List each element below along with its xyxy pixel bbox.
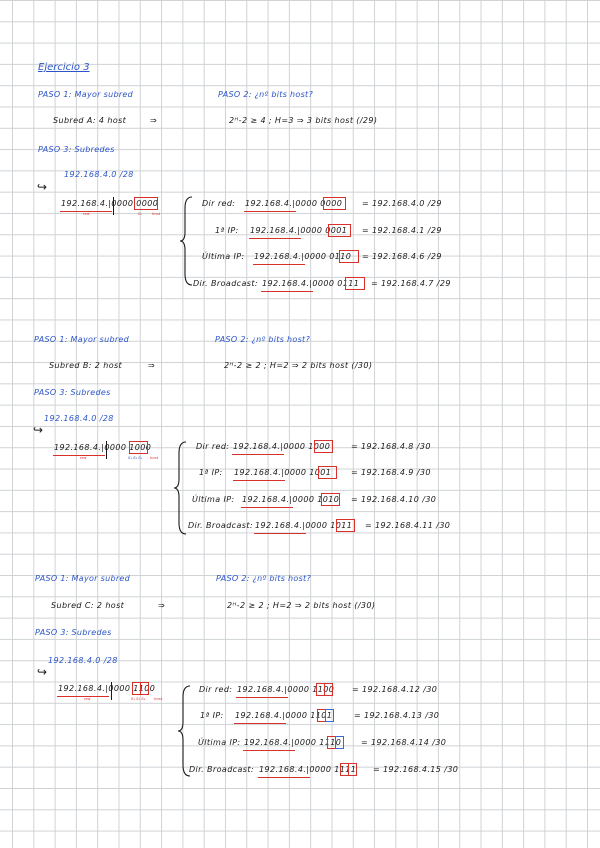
row-label: Dir red: bbox=[199, 685, 233, 694]
red-underline bbox=[232, 454, 284, 455]
paso2-label: PASO 2: ¿nº bits host? bbox=[218, 90, 314, 99]
bits-box bbox=[336, 519, 355, 532]
row-bits: 192.168.4.|0000 0111 bbox=[262, 279, 360, 288]
row-bits: 192.168.4.|0000 1100 bbox=[237, 685, 335, 694]
row-bits: 192.168.4.|0000 1011 bbox=[255, 521, 353, 530]
row-bits: 192.168.4.|0000 0000 bbox=[245, 199, 343, 208]
bits-box bbox=[314, 440, 333, 453]
net-separator bbox=[111, 682, 112, 700]
paso1-label: PASO 1: Mayor subred bbox=[38, 90, 134, 99]
red-underline bbox=[57, 696, 109, 697]
row-result: = 192.168.4.9 /30 bbox=[351, 468, 431, 477]
paso3-label: PASO 3: Subredes bbox=[38, 145, 115, 154]
red-underline bbox=[249, 238, 301, 239]
bits-box bbox=[134, 197, 158, 210]
row-result: = 192.168.4.8 /30 bbox=[351, 442, 431, 451]
row-result: = 192.168.4.12 /30 bbox=[352, 685, 438, 694]
red-underline bbox=[241, 507, 293, 508]
curly-brace-icon bbox=[178, 685, 192, 777]
row-result: = 192.168.4.13 /30 bbox=[354, 711, 440, 720]
row-label: Dir. Broadcast: bbox=[188, 521, 253, 530]
subred-line: Subred A: 4 host bbox=[53, 116, 127, 125]
network-address: 192.168.4.0 /28 bbox=[48, 656, 118, 665]
red-underline bbox=[244, 211, 296, 212]
host-formula: 2ᴴ-2 ≥ 2 ; H=2 ⇒ 2 bits host (/30) bbox=[224, 361, 373, 370]
subred-line: Subred B: 2 host bbox=[49, 361, 123, 370]
row-label: Última IP: bbox=[192, 495, 235, 504]
red-underline bbox=[261, 291, 313, 292]
row-result: = 192.168.4.14 /30 bbox=[361, 738, 447, 747]
implies-arrow: ⇒ bbox=[150, 116, 158, 125]
row-label: Última IP: bbox=[198, 738, 241, 747]
red-underline bbox=[234, 723, 286, 724]
row-bits: 192.168.4.|0000 0001 bbox=[250, 226, 348, 235]
base-bits: 192.168.4.|0000 1000 bbox=[54, 443, 152, 452]
curly-brace-icon bbox=[180, 196, 194, 286]
bits-box bbox=[323, 197, 346, 210]
row-result: = 192.168.4.7 /29 bbox=[371, 279, 451, 288]
paso1-label: PASO 1: Mayor subred bbox=[35, 574, 131, 583]
row-bits: 192.168.4.|0000 1000 bbox=[233, 442, 331, 451]
network-address: 192.168.4.0 /28 bbox=[64, 170, 134, 179]
bits-box bbox=[335, 736, 344, 749]
curly-brace-icon bbox=[174, 441, 188, 535]
row-bits: 192.168.4.|0000 1001 bbox=[234, 468, 332, 477]
row-result: = 192.168.4.15 /30 bbox=[373, 765, 459, 774]
host-formula: 2ᴴ-2 ≥ 4 ; H=3 ⇒ 3 bits host (/29) bbox=[229, 116, 378, 125]
red-underline bbox=[233, 480, 285, 481]
subred-line: Subred C: 2 host bbox=[51, 601, 125, 610]
base-bits: 192.168.4.|0000 0000 bbox=[61, 199, 159, 208]
bits-box bbox=[321, 493, 340, 506]
row-label: Dir red: bbox=[196, 442, 230, 451]
bits-box bbox=[345, 277, 365, 290]
bits-box bbox=[324, 683, 333, 696]
row-label: 1ª IP: bbox=[199, 468, 223, 477]
net-separator bbox=[113, 197, 114, 215]
paso2-label: PASO 2: ¿nº bits host? bbox=[216, 574, 312, 583]
red-label: red bbox=[83, 211, 90, 216]
red-label: red bbox=[80, 455, 87, 460]
bits-box bbox=[318, 466, 337, 479]
row-result: = 192.168.4.6 /29 bbox=[362, 252, 442, 261]
host-label: host bbox=[154, 696, 163, 701]
row-label: 1ª IP: bbox=[215, 226, 239, 235]
network-address: 192.168.4.0 /28 bbox=[44, 414, 114, 423]
implies-arrow: ⇒ bbox=[158, 601, 166, 610]
curved-arrow-icon: ↪ bbox=[37, 180, 48, 194]
row-result: = 192.168.4.10 /30 bbox=[351, 495, 437, 504]
red-underline bbox=[253, 264, 305, 265]
row-bits: 192.168.4.|0000 1101 bbox=[235, 711, 333, 720]
implies-arrow: ⇒ bbox=[148, 361, 156, 370]
row-bits: 192.168.4.|0000 1110 bbox=[244, 738, 342, 747]
subnet-label: S₀ bbox=[138, 211, 142, 216]
host-label: host bbox=[150, 455, 159, 460]
row-label: Dir red: bbox=[202, 199, 236, 208]
row-label: Última IP: bbox=[202, 252, 245, 261]
row-bits: 192.168.4.|0000 1111 bbox=[259, 765, 357, 774]
paso3-label: PASO 3: Subredes bbox=[35, 628, 112, 637]
row-result: = 192.168.4.0 /29 bbox=[362, 199, 442, 208]
bits-box bbox=[339, 250, 359, 263]
red-underline bbox=[258, 777, 310, 778]
bits-box bbox=[129, 441, 148, 454]
paso1-label: PASO 1: Mayor subred bbox=[34, 335, 130, 344]
subnet-label: S₁ S₂ S₃ bbox=[131, 696, 146, 701]
row-label: 1ª IP: bbox=[200, 711, 224, 720]
red-underline bbox=[254, 533, 306, 534]
row-label: Dir. Broadcast: bbox=[189, 765, 254, 774]
paso3-label: PASO 3: Subredes bbox=[34, 388, 111, 397]
curved-arrow-icon: ↪ bbox=[33, 423, 44, 437]
row-bits: 192.168.4.|0000 0110 bbox=[254, 252, 352, 261]
host-label: host bbox=[152, 211, 161, 216]
bits-box bbox=[348, 763, 357, 776]
row-result: = 192.168.4.11 /30 bbox=[365, 521, 451, 530]
page-title: Ejercicio 3 bbox=[38, 62, 90, 73]
bits-box bbox=[140, 682, 149, 695]
bits-box bbox=[328, 224, 351, 237]
subnet-label: S₁ S₂ S₀ bbox=[128, 455, 143, 460]
curved-arrow-icon: ↪ bbox=[37, 665, 48, 679]
red-label: red bbox=[84, 696, 91, 701]
host-formula: 2ᴴ-2 ≥ 2 ; H=2 ⇒ 2 bits host (/30) bbox=[227, 601, 376, 610]
row-label: Dir. Broadcast: bbox=[193, 279, 258, 288]
red-underline bbox=[243, 750, 295, 751]
row-bits: 192.168.4.|0000 1010 bbox=[242, 495, 340, 504]
red-underline bbox=[53, 455, 105, 456]
red-underline bbox=[236, 697, 288, 698]
base-bits: 192.168.4.|0000 1100 bbox=[58, 684, 156, 693]
paso2-label: PASO 2: ¿nº bits host? bbox=[215, 335, 311, 344]
row-result: = 192.168.4.1 /29 bbox=[362, 226, 442, 235]
net-separator bbox=[106, 441, 107, 459]
bits-box bbox=[325, 709, 334, 722]
